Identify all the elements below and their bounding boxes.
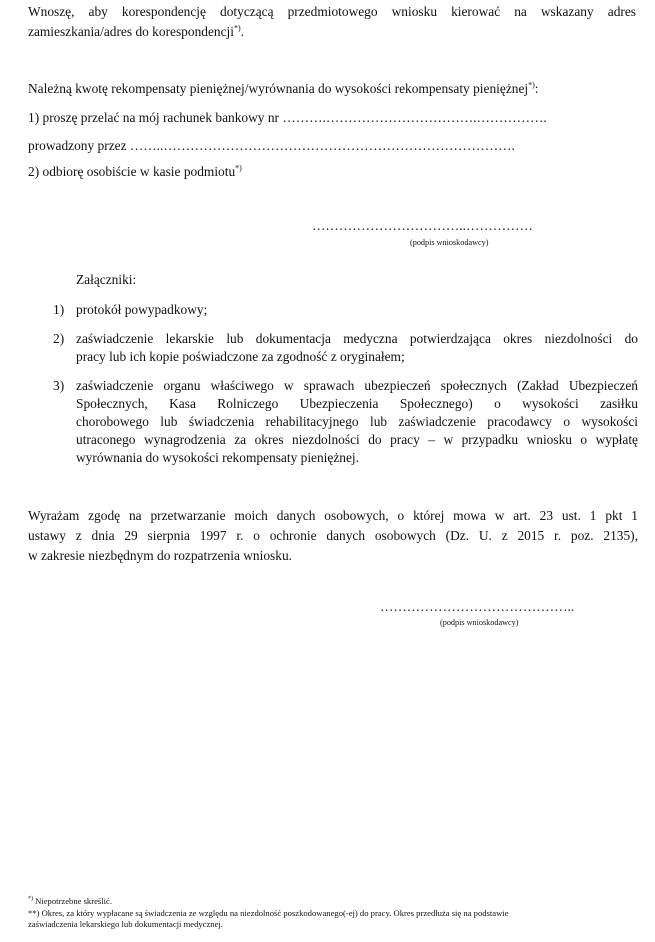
payment-option-cash-text: 2) odbiorę osobiście w kasie podmiotu (28, 164, 236, 179)
footnote-2-line1: **) Okres, za który wypłacane są świadczenia ze względu na niezdolność poszkodowanego(-ej) do pracy. Okres przedłuża się na podstawie (28, 908, 509, 918)
signature-dots: ……………………………..…………… (312, 218, 533, 233)
signature-caption: (podpis wnioskodawcy) (440, 618, 519, 627)
footnote-1 (28, 896, 112, 907)
address-paragraph-line2 (28, 22, 244, 42)
address-paragraph-line1: Wnoszę, aby korespondencję dotyczącą przedmiotowego wniosku kierować na wskazany adres (28, 4, 636, 19)
footnote-mark: *) (528, 80, 535, 90)
address-paragraph-end: . (240, 24, 245, 39)
footnote-mark: *) (235, 163, 242, 173)
attachment-item-num: 3) (53, 378, 65, 393)
consent-line: Wyrażam zgodę na przetwarzanie moich danych osobowych, o której mowa w art. 23 ust. 1 pkt 1 (28, 508, 638, 523)
attachment-item-text: chorobowego lub świadczenia rehabilitacyjnego lub zaświadczenie pracodawcy o wysokości (76, 414, 638, 429)
attachment-item-text: pracy lub ich kopie poświadczone za zgodność z oryginałem; (76, 349, 405, 364)
payment-bank-name: prowadzony przez ……..……………………………………………………………………. (28, 138, 515, 153)
address-paragraph-text: zamieszkania/adres do korespondencji (28, 24, 234, 39)
footnote-1-text: Niepotrzebne skreślić. (33, 896, 112, 906)
payment-intro (28, 79, 539, 99)
attachment-item-text: utraconego wynagrodzenia za okres niezdolności do pracy – w przypadku wniosku o wypłatę (76, 432, 638, 447)
attachment-item-text: Społecznych, Kasa Rolniczego Ubezpieczenia Społecznego) o wysokości zasiłku (76, 396, 638, 411)
payment-option-transfer: 1) proszę przelać na mój rachunek bankowy nr ……….…………………………….……………. (28, 110, 547, 125)
footnote-mark: *) (234, 23, 241, 33)
footnote-2-line2: zaświadczenia lekarskiego lub dokumentacji medycznej. (28, 919, 223, 929)
attachment-item-text: zaświadczenie organu właściwego w sprawach ubezpieczeń społecznych (Zakład Ubezpieczeń (76, 378, 638, 393)
attachment-item-num: 2) (53, 331, 65, 346)
attachments-heading: Załączniki: (76, 272, 137, 287)
attachment-item-text: protokół powypadkowy; (76, 302, 208, 317)
signature-dots: …………………………………….. (380, 599, 575, 614)
consent-line: ustawy z dnia 29 sierpnia 1997 r. o ochronie danych osobowych (Dz. U. z 2015 r. poz. 2135), (28, 528, 638, 543)
signature-caption: (podpis wnioskodawcy) (410, 238, 489, 247)
payment-intro-end: : (534, 81, 539, 96)
consent-line: w zakresie niezbędnym do rozpatrzenia wniosku. (28, 548, 292, 563)
attachment-item-text: zaświadczenie lekarskie lub dokumentacja medyczna potwierdzająca okres niezdolności do (76, 331, 638, 346)
payment-intro-text: Należną kwotę rekompensaty pieniężnej/wyrównania do wysokości rekompensaty pieniężnej (28, 81, 529, 96)
payment-option-cash (28, 162, 242, 182)
attachment-item-text: wyrównania do wysokości rekompensaty pieniężnej. (76, 450, 359, 465)
footnote-mark: *) (28, 896, 33, 903)
attachment-item-num: 1) (53, 302, 65, 317)
